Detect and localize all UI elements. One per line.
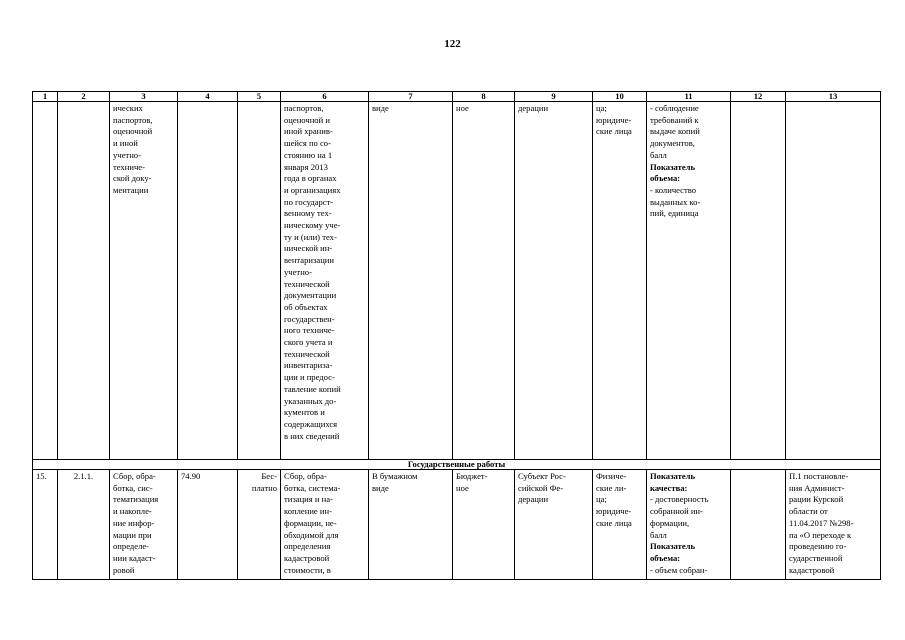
column-header-1: 1 (33, 92, 58, 102)
indicator-line: - соблюдение (650, 103, 699, 113)
cell-line: содержащихся (284, 418, 338, 429)
indicator-line: балл (650, 149, 667, 160)
cell-line: паспортов, (113, 114, 153, 125)
cell-line: по государст- (284, 196, 334, 207)
cell-line: паспортов, (284, 103, 324, 113)
cell-line: ца; (596, 103, 607, 113)
column-header-8: 8 (453, 92, 515, 102)
cell-line: формации, не- (284, 517, 337, 528)
column-header-12: 12 (731, 92, 786, 102)
cell-line: шейся по со- (284, 138, 331, 149)
cell-line: определе- (113, 541, 150, 552)
cell-line: указанных до- (284, 395, 337, 406)
indicator-line: - количество (650, 184, 697, 195)
indicator-line: - достоверность (650, 494, 709, 505)
cell-line: нии кадаст- (113, 552, 156, 563)
indicator-heading: объема: (650, 552, 681, 563)
cell-line: стоянию на 1 (284, 149, 333, 160)
cell-line: Физиче- (596, 471, 627, 481)
cell-c2 (58, 102, 110, 460)
cell-line: сийской Фе- (518, 482, 564, 493)
indicator-line: - объем собран- (650, 564, 708, 575)
cell-line: документации (284, 290, 337, 301)
cell-line: мации при (113, 529, 152, 540)
cell-line: тавление копий (284, 383, 341, 394)
column-header-7: 7 (369, 92, 453, 102)
row-number-cell: 15. (33, 470, 58, 580)
cell-line: ские ли- (596, 482, 627, 493)
indicators-cell (647, 102, 731, 460)
cell-line: кадастровой (284, 552, 330, 563)
cell-line: области от (789, 506, 828, 517)
cell-line: технической (284, 278, 330, 289)
cell-line: и организациях (284, 184, 341, 195)
cell-line: кадастровой (789, 564, 835, 575)
cell-line: ние инфор- (113, 517, 155, 528)
indicator-line: собранной ин- (650, 506, 703, 517)
cell-line: инвентариза- (284, 360, 333, 371)
cell-line: учетно- (284, 266, 312, 277)
indicator-line: документов, (650, 138, 695, 149)
cell-c12 (731, 102, 786, 460)
service-description-cell (281, 470, 369, 580)
cell-line: января 2013 (284, 161, 328, 172)
cell-line: иной хранив- (284, 126, 333, 137)
cell-line: Бес- (261, 471, 277, 481)
cell-line: юридиче- (596, 114, 632, 125)
cell-line: Субъект Рос- (518, 471, 566, 481)
cell-line: Сбор, обра- (284, 471, 327, 481)
section-row (33, 460, 881, 470)
cell-line: техниче- (113, 161, 145, 172)
column-header-4: 4 (178, 92, 238, 102)
cell-line: ния Админист- (789, 482, 845, 493)
cell-line: нической ин- (284, 243, 333, 254)
column-header-13: 13 (786, 92, 881, 102)
cell-line: па «О переходе к (789, 529, 852, 540)
column-header-10: 10 (593, 92, 647, 102)
level-cell (515, 470, 593, 580)
cell-line: венному тех- (284, 208, 332, 219)
cell-line: виде (372, 482, 389, 493)
consumers-cell (593, 470, 647, 580)
cell-line: ские лица (596, 517, 632, 528)
cell-line: сударственной (789, 552, 843, 563)
cell-line: ническому уче- (284, 220, 341, 231)
page-number: 122 (444, 38, 461, 50)
cell-line: ботка, сис- (113, 482, 153, 493)
funding-cell (453, 470, 515, 580)
cell-line: рации Курской (789, 494, 844, 505)
cell-line: оценочной (113, 126, 153, 137)
code-cell: 2.1.1. (58, 470, 110, 580)
cell-line: копление ин- (284, 506, 332, 517)
cell-line: ские лица (596, 126, 632, 137)
table-row (33, 102, 881, 460)
cell-line: и накопле- (113, 506, 152, 517)
cell-line: проведению го- (789, 541, 847, 552)
cell-line: ции и предос- (284, 372, 335, 383)
cell-line: технической (284, 348, 330, 359)
indicator-heading: Показатель (650, 161, 696, 172)
cell-line: ментации (113, 184, 149, 195)
cell-line: оценочной и (284, 114, 330, 125)
payment-cell (238, 470, 281, 580)
consumers-cell (593, 102, 647, 460)
cell-line: юридиче- (596, 506, 632, 517)
cell-line: Бюджет- (456, 471, 488, 481)
cell-c4 (178, 102, 238, 460)
cell-line: ту и (или) тех- (284, 231, 337, 242)
section-title: Государственные работы (33, 460, 881, 470)
cell-line: кументов и (284, 407, 325, 418)
cell-line: платно (251, 482, 277, 493)
cell-line: государствен- (284, 313, 335, 324)
legal-basis-cell (786, 470, 881, 580)
indicator-heading: Показатель (650, 541, 696, 552)
indicator-line: требований к (650, 114, 699, 125)
table-row (33, 470, 881, 580)
column-header-2: 2 (58, 92, 110, 102)
cell-line: об объектах (284, 301, 328, 312)
cell-line: вентаризации (284, 255, 334, 266)
cell-c12 (731, 470, 786, 580)
cell-line: П.1 постановле- (789, 471, 849, 481)
cell-c1 (33, 102, 58, 460)
service-name-cell (110, 470, 178, 580)
cell-line: Сбор, обра- (113, 471, 156, 481)
indicator-line: формации, (650, 517, 690, 528)
cell-line: стоимости, в (284, 564, 331, 575)
cell-c13 (786, 102, 881, 460)
indicator-line: пий, единица (650, 208, 699, 219)
cell-line: ского учета и (284, 337, 333, 348)
service-name-cell (110, 102, 178, 460)
cell-line: определения (284, 541, 331, 552)
cell-line: обходимой для (284, 529, 339, 540)
cell-line: В бумажном (372, 471, 418, 481)
cell-c5 (238, 102, 281, 460)
cell-line: в них сведений (284, 430, 340, 441)
format-cell: виде (369, 102, 453, 460)
column-header-9: 9 (515, 92, 593, 102)
cell-line: ца; (596, 494, 607, 505)
column-header-6: 6 (281, 92, 369, 102)
column-header-3: 3 (110, 92, 178, 102)
cell-line: 11.04.2017 №298- (789, 517, 854, 528)
column-header-5: 5 (238, 92, 281, 102)
service-description-cell (281, 102, 369, 460)
indicator-heading: качества: (650, 482, 688, 493)
format-cell (369, 470, 453, 580)
cell-line: ного техниче- (284, 325, 335, 336)
cell-line: ской доку- (113, 173, 152, 184)
funding-cell: ное (453, 102, 515, 460)
indicator-heading: Показатель (650, 471, 696, 481)
cell-line: тематизация (113, 494, 159, 505)
cell-line: и иной (113, 138, 138, 149)
header-row (33, 92, 881, 102)
services-table (32, 91, 881, 580)
okved-cell: 74.90 (178, 470, 238, 580)
cell-line: дерации (518, 494, 549, 505)
column-header-11: 11 (647, 92, 731, 102)
indicator-line: выдаче копий (650, 126, 700, 137)
cell-line: ботка, система- (284, 482, 341, 493)
indicator-line: выданных ко- (650, 196, 701, 207)
cell-line: ических (113, 103, 143, 113)
cell-line: ровой (113, 564, 135, 575)
indicator-line: балл (650, 529, 667, 540)
indicators-cell (647, 470, 731, 580)
indicator-heading: объема: (650, 173, 681, 184)
cell-line: тизация и на- (284, 494, 333, 505)
cell-line: года в органах (284, 173, 337, 184)
cell-line: ное (456, 482, 469, 493)
cell-line: учетно- (113, 149, 141, 160)
level-cell: дерации (515, 102, 593, 460)
